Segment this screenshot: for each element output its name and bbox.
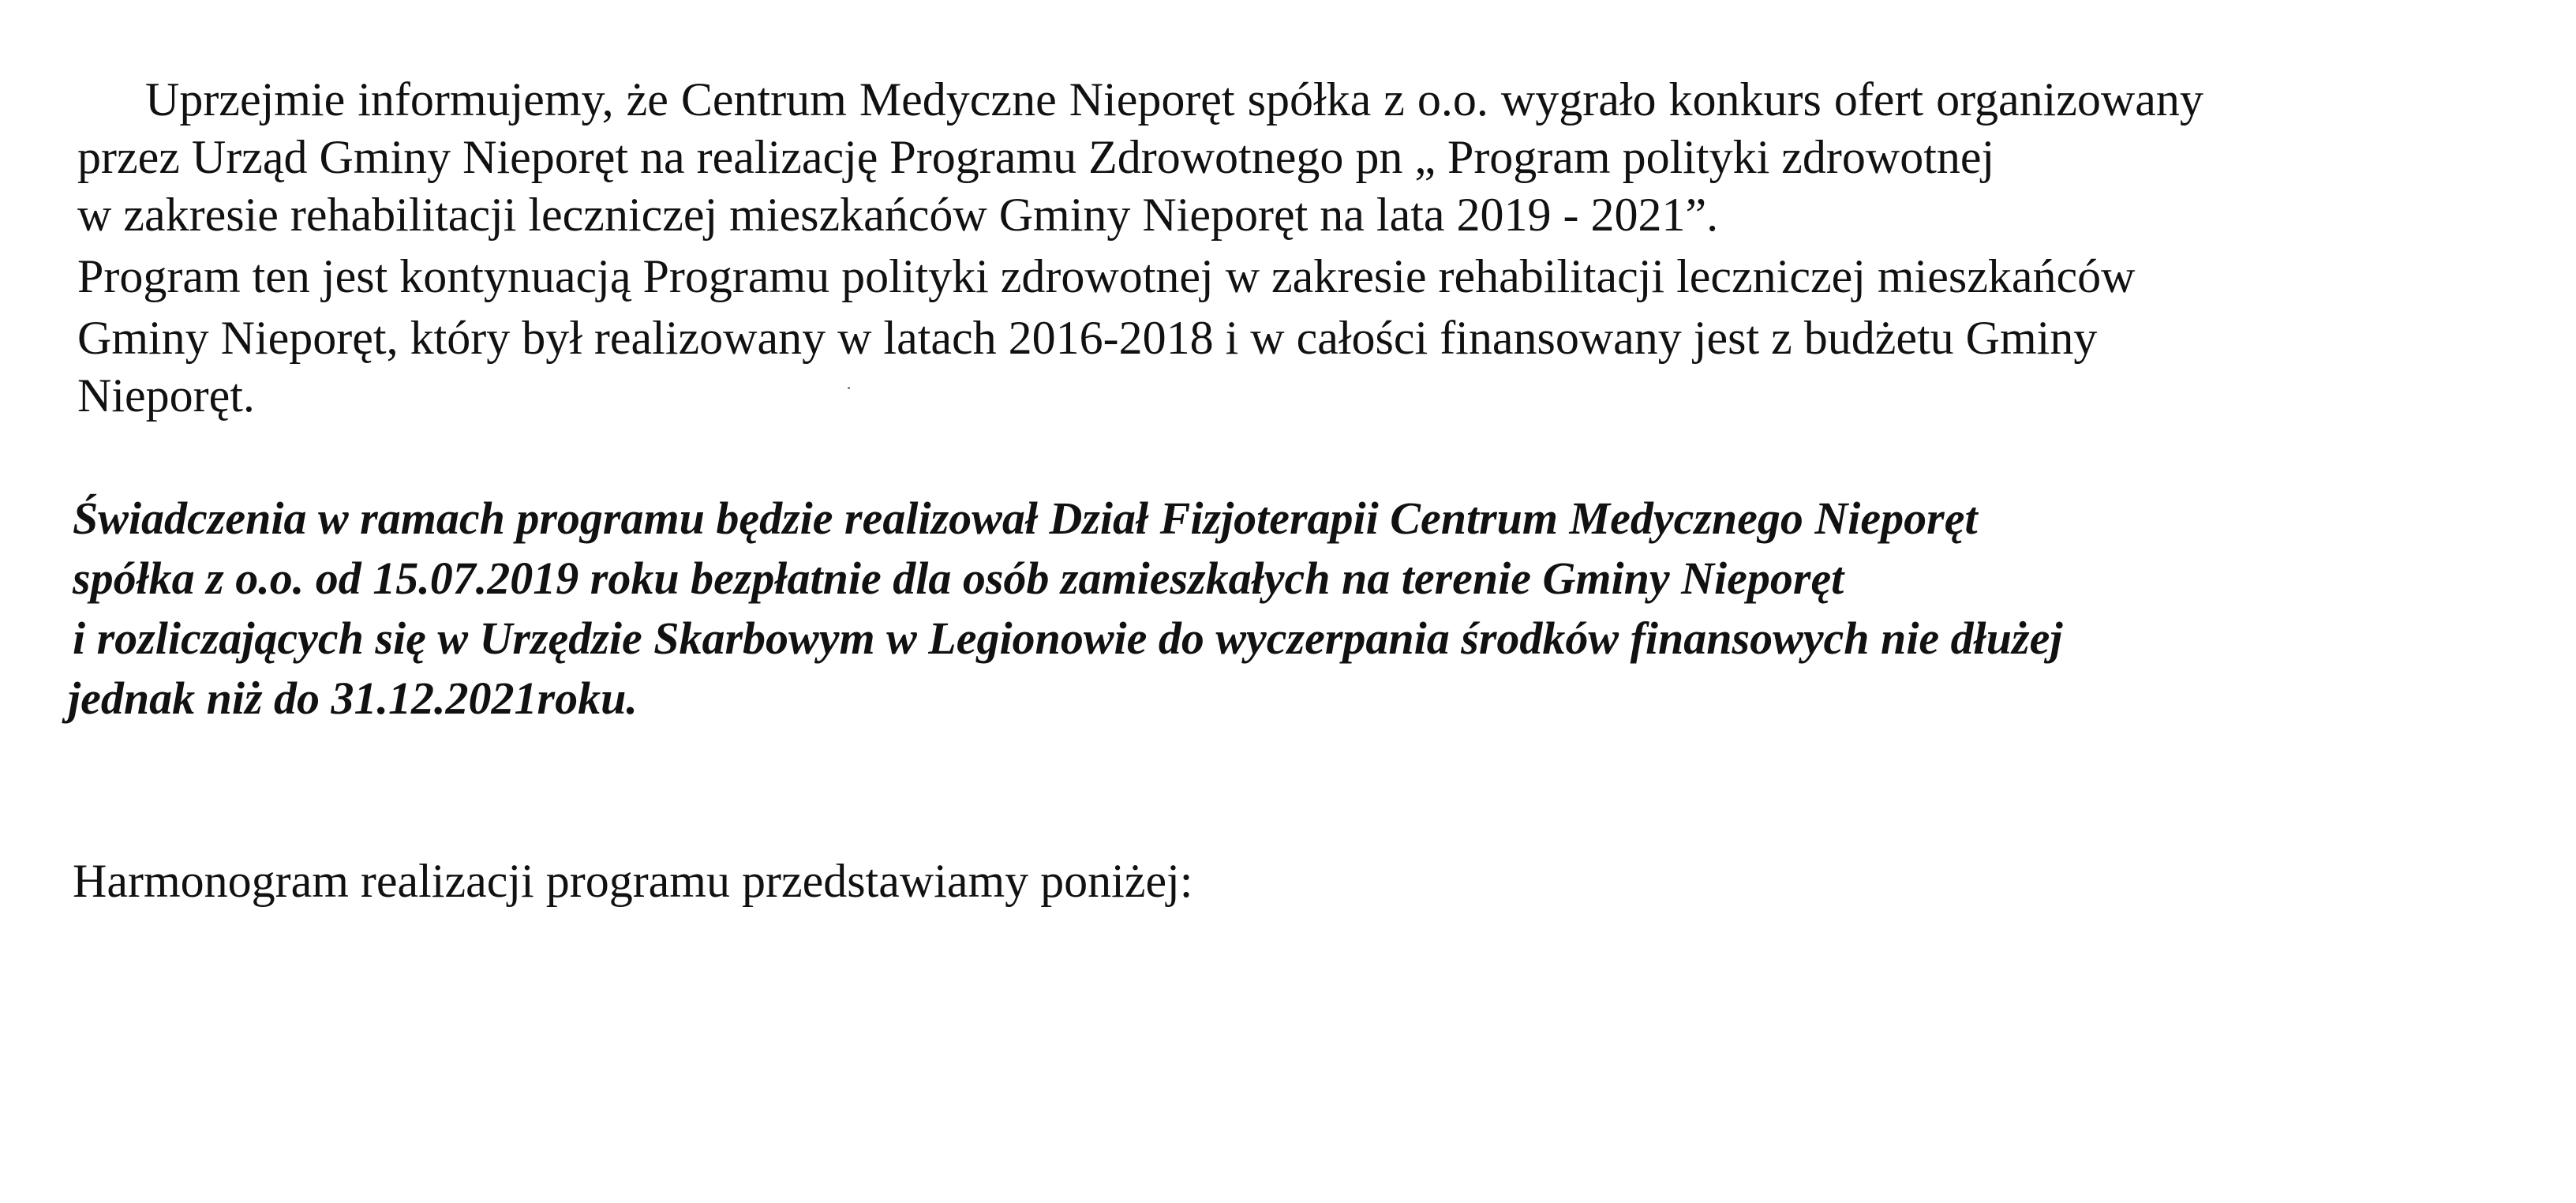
intro-line-3: w zakresie rehabilitacji leczniczej mieszkańców Gminy Nieporęt na lata 2019 - 2021”.	[77, 189, 1719, 241]
intro-line-1: Uprzejmie informujemy, że Centrum Medyczne Nieporęt spółka z o.o. wygrało konkurs ofert organizowany	[145, 73, 2203, 126]
services-line-1: Świadczenia w ramach programu będzie realizował Dział Fizjoterapii Centrum Medycznego Nieporęt	[73, 493, 1978, 544]
continuation-line-1: Program ten jest kontynuacją Programu polityki zdrowotnej w zakresie rehabilitacji leczniczej mieszkańców	[77, 250, 2136, 302]
services-line-3: i rozliczających się w Urzędzie Skarbowym w Legionowie do wyczerpania środków finansowych nie dłużej	[73, 613, 2063, 664]
continuation-line-3: Nieporęt.	[77, 369, 255, 422]
services-line-4: jednak niż do 31.12.2021roku.	[68, 673, 638, 724]
services-line-2: spółka z o.o. od 15.07.2019 roku bezpłatnie dla osób zamieszkałych na terenie Gminy Nieporęt	[73, 553, 1844, 604]
intro-line-2: przez Urząd Gminy Nieporęt na realizację Programu Zdrowotnego pn „ Program polityki zdrowotnej	[77, 131, 1995, 183]
continuation-line-2: Gminy Nieporęt, który był realizowany w latach 2016-2018 i w całości finansowany jest z budżetu Gminy	[77, 312, 2098, 364]
scan-speck	[848, 387, 850, 389]
schedule-intro: Harmonogram realizacji programu przedstawiamy poniżej:	[73, 855, 1193, 907]
